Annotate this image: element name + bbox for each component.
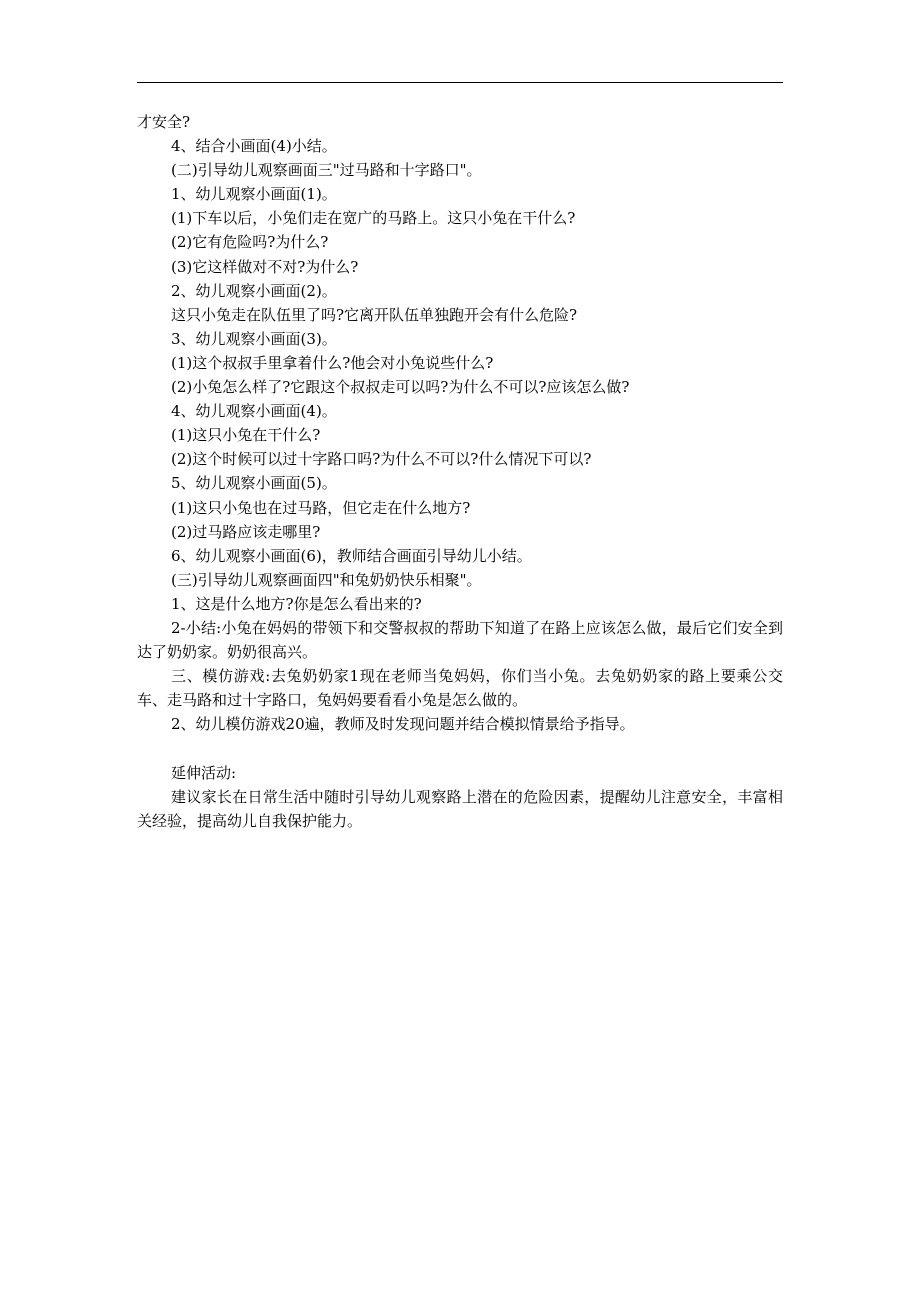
section-heading: (三)引导幼儿观察画面四"和兔奶奶快乐相聚"。 xyxy=(171,570,482,589)
game-step-line: 2、幼儿模仿游戏20遍，教师及时发现问题并结合模拟情景给予指导。 xyxy=(171,715,635,734)
text-line: (3)它这样做对不对?为什么? xyxy=(171,257,359,276)
extension-title: 延伸活动: xyxy=(171,763,237,782)
header-rule xyxy=(137,82,783,83)
text-line: 这只小兔走在队伍里了吗?它离开队伍单独跑开会有什么危险? xyxy=(171,305,578,324)
text-line: 4、结合小画面(4)小结。 xyxy=(171,137,337,156)
blank-line xyxy=(137,736,783,760)
text-line: 才安全? xyxy=(137,113,191,131)
summary-paragraph: 2-小结:小兔在妈妈的带领下和交警叔叔的帮助下知道了在路上应该怎么做，最后它们安全到达了奶奶家。奶奶很高兴。 xyxy=(137,618,783,662)
text-line: (2)它有危险吗?为什么? xyxy=(171,233,329,252)
game-paragraph: 三、模仿游戏:去兔奶奶家1现在老师当兔妈妈，你们当小兔。去兔奶奶家的路上要乘公交车、走马路和过十字路口，兔妈妈要看看小兔是怎么做的。 xyxy=(137,667,783,710)
text-line: (1)下车以后，小兔们走在宽广的马路上。这只小兔在干什么? xyxy=(171,209,576,228)
text-line: 6、幼儿观察小画面(6)，教师结合画面引导幼儿小结。 xyxy=(171,546,532,565)
text-line: 3、幼儿观察小画面(3)。 xyxy=(171,329,337,348)
text-line: (1)这只小兔也在过马路，但它走在什么地方? xyxy=(171,498,471,517)
text-line: 1、幼儿观察小画面(1)。 xyxy=(171,185,337,204)
text-line: 5、幼儿观察小画面(5)。 xyxy=(171,474,337,493)
text-line: (2)过马路应该走哪里? xyxy=(171,522,321,541)
text-line: 1、这是什么地方?你是怎么看出来的? xyxy=(171,594,422,613)
text-line: (1)这个叔叔手里拿着什么?他会对小兔说些什么? xyxy=(171,353,494,372)
extension-paragraph: 建议家长在日常生活中随时引导幼儿观察路上潜在的危险因素，提醒幼儿注意安全，丰富相关经验，提高幼儿自我保护能力。 xyxy=(137,787,783,830)
text-line: (2)这个时候可以过十字路口吗?为什么不可以?什么情况下可以? xyxy=(171,450,592,469)
document-body xyxy=(137,110,783,833)
text-line: (2)小兔怎么样了?它跟这个叔叔走可以吗?为什么不可以?应该怎么做? xyxy=(171,378,630,397)
text-line: (1)这只小兔在干什么? xyxy=(171,426,321,445)
text-line: 4、幼儿观察小画面(4)。 xyxy=(171,402,337,421)
section-heading: (二)引导幼儿观察画面三"过马路和十字路口"。 xyxy=(171,161,482,180)
text-line: 2、幼儿观察小画面(2)。 xyxy=(171,281,337,300)
